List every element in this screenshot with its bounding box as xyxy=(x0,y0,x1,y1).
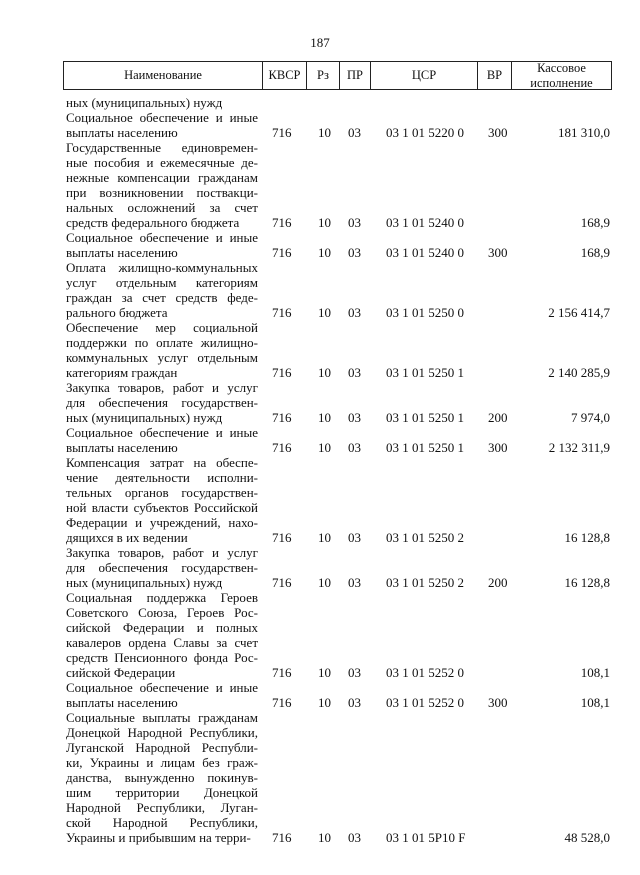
row-pr: 03 xyxy=(348,695,361,710)
column-header-sum-line1: Кассовое xyxy=(537,60,586,75)
table-row xyxy=(0,110,640,140)
row-kvsr: 716 xyxy=(272,665,292,680)
column-header-vr: ВР xyxy=(477,62,511,89)
row-name-line: граждан за счет средств феде- xyxy=(66,290,258,305)
row-kvsr: 716 xyxy=(272,410,292,425)
table-row xyxy=(0,425,640,455)
row-sum: 168,9 xyxy=(580,245,610,260)
table-body xyxy=(0,95,640,845)
row-pr: 03 xyxy=(348,665,361,680)
row-name-line: Социальное обеспечение и иные xyxy=(66,680,258,695)
row-pr: 03 xyxy=(348,530,361,545)
row-name-line: ки, Украины и лицам без граж- xyxy=(66,755,258,770)
row-rz: 10 xyxy=(318,440,331,455)
row-rz: 10 xyxy=(318,410,331,425)
row-pr: 03 xyxy=(348,215,361,230)
row-kvsr: 716 xyxy=(272,215,292,230)
row-name-line: Социальное обеспечение и иные xyxy=(66,110,258,125)
row-csr: 03 1 01 5250 1 xyxy=(386,440,464,455)
row-vr: 300 xyxy=(488,245,508,260)
row-rz: 10 xyxy=(318,305,331,320)
row-name xyxy=(66,590,258,680)
row-name-line: шим территории Донецкой xyxy=(66,785,258,800)
row-name xyxy=(66,110,258,140)
row-sum: 16 128,8 xyxy=(564,575,610,590)
row-rz: 10 xyxy=(318,125,331,140)
row-kvsr: 716 xyxy=(272,365,292,380)
row-sum: 2 140 285,9 xyxy=(548,365,610,380)
row-sum: 181 310,0 xyxy=(558,125,610,140)
row-name-line: средств федерального бюджета xyxy=(66,215,240,230)
row-csr: 03 1 01 5240 0 xyxy=(386,245,464,260)
row-csr: 03 1 01 5252 0 xyxy=(386,665,464,680)
table-row xyxy=(0,230,640,260)
row-name-line: Народной Республики, Луган- xyxy=(66,800,258,815)
row-csr: 03 1 01 5250 0 xyxy=(386,305,464,320)
row-name xyxy=(66,380,258,425)
column-header-pr: ПР xyxy=(339,62,370,89)
row-name-line: Государственные единовремен- xyxy=(66,140,258,155)
table-row xyxy=(0,380,640,425)
row-kvsr: 716 xyxy=(272,125,292,140)
row-name-line: Социальная поддержка Героев xyxy=(66,590,258,605)
row-name xyxy=(66,230,258,260)
row-rz: 10 xyxy=(318,665,331,680)
row-rz: 10 xyxy=(318,365,331,380)
row-csr: 03 1 01 5220 0 xyxy=(386,125,464,140)
row-rz: 10 xyxy=(318,695,331,710)
row-name-line: Советского Союза, Героев Рос- xyxy=(66,605,258,620)
row-pr: 03 xyxy=(348,245,361,260)
row-csr: 03 1 01 5250 1 xyxy=(386,410,464,425)
row-vr: 300 xyxy=(488,695,508,710)
row-rz: 10 xyxy=(318,215,331,230)
row-kvsr: 716 xyxy=(272,530,292,545)
row-rz: 10 xyxy=(318,245,331,260)
table-row xyxy=(0,140,640,230)
row-kvsr: 716 xyxy=(272,695,292,710)
column-header-name: Наименование xyxy=(124,68,202,82)
row-vr: 200 xyxy=(488,575,508,590)
row-pr: 03 xyxy=(348,365,361,380)
row-vr: 300 xyxy=(488,440,508,455)
row-rz: 10 xyxy=(318,575,331,590)
row-name-line: ных (муниципальных) нужд xyxy=(66,95,223,110)
column-header-csr: ЦСР xyxy=(370,62,477,89)
row-name-line: рального бюджета xyxy=(66,305,168,320)
row-name-line: Обеспечение мер социальной xyxy=(66,320,258,335)
row-csr: 03 1 01 5250 2 xyxy=(386,575,464,590)
row-name-line: Донецкой Народной Республики, xyxy=(66,725,258,740)
row-name-line: Луганской Народной Республи- xyxy=(66,740,258,755)
row-sum: 2 156 414,7 xyxy=(548,305,610,320)
row-pr: 03 xyxy=(348,410,361,425)
row-name xyxy=(66,320,258,380)
row-csr: 03 1 01 5250 1 xyxy=(386,365,464,380)
row-name-line: выплаты населению xyxy=(66,695,178,710)
row-kvsr: 716 xyxy=(272,575,292,590)
row-name-line: тельных органов государствен- xyxy=(66,485,258,500)
row-name-line: Социальное обеспечение и иные xyxy=(66,230,258,245)
row-name-line: данства, вынужденно покинув- xyxy=(66,770,258,785)
row-name-line: Компенсация затрат на обеспе- xyxy=(66,455,258,470)
row-name-line: сийской Федерации и полных xyxy=(66,620,258,635)
row-name-line: ные пособия и ежемесячные де- xyxy=(66,155,258,170)
row-csr: 03 1 01 5P10 F xyxy=(386,830,466,845)
row-name-line: кавалеров ордена Славы за счет xyxy=(66,635,258,650)
row-vr: 200 xyxy=(488,410,508,425)
page-number: 187 xyxy=(310,35,330,50)
row-name-line: для обеспечения государствен- xyxy=(66,395,258,410)
row-sum: 108,1 xyxy=(580,665,610,680)
column-header-rz: Рз xyxy=(306,62,339,89)
row-name-line: ных (муниципальных) нужд xyxy=(66,575,223,590)
row-name xyxy=(66,95,258,110)
row-name xyxy=(66,260,258,320)
row-name-line: выплаты населению xyxy=(66,245,178,260)
row-name-line: ной власти субъектов Российской xyxy=(66,500,258,515)
table-row xyxy=(0,710,640,845)
column-header-kvsr: КВСР xyxy=(262,62,306,89)
row-name-line: сийской Федерации xyxy=(66,665,176,680)
row-pr: 03 xyxy=(348,440,361,455)
row-name-line: при возникновении поствакци- xyxy=(66,185,258,200)
row-pr: 03 xyxy=(348,125,361,140)
row-pr: 03 xyxy=(348,830,361,845)
row-csr: 03 1 01 5252 0 xyxy=(386,695,464,710)
table-row xyxy=(0,455,640,545)
row-name-line: Федерации и учреждений, нахо- xyxy=(66,515,258,530)
row-rz: 10 xyxy=(318,530,331,545)
row-name-line: услуг отдельным категориям xyxy=(66,275,258,290)
row-sum: 2 132 311,9 xyxy=(548,440,610,455)
row-name-line: Закупка товаров, работ и услуг xyxy=(66,380,258,395)
table-row xyxy=(0,545,640,590)
row-name xyxy=(66,455,258,545)
row-name-line: Социальное обеспечение и иные xyxy=(66,425,258,440)
table-header xyxy=(63,61,612,90)
row-name xyxy=(66,710,258,845)
row-name xyxy=(66,680,258,710)
row-name-line: поддержки по оплате жилищно- xyxy=(66,335,258,350)
row-name-line: нежные компенсации гражданам xyxy=(66,170,258,185)
row-rz: 10 xyxy=(318,830,331,845)
row-name xyxy=(66,425,258,455)
row-name-line: Украины и прибывшим на терри- xyxy=(66,830,251,845)
row-kvsr: 716 xyxy=(272,305,292,320)
row-name-line: дящихся в их ведении xyxy=(66,530,188,545)
row-pr: 03 xyxy=(348,575,361,590)
row-sum: 108,1 xyxy=(580,695,610,710)
row-name-line: ных (муниципальных) нужд xyxy=(66,410,223,425)
row-name-line: чение деятельности исполни- xyxy=(66,470,258,485)
column-header-sum-line2: исполнение xyxy=(530,75,593,90)
table-row xyxy=(0,320,640,380)
row-csr: 03 1 01 5240 0 xyxy=(386,215,464,230)
row-sum: 48 528,0 xyxy=(564,830,610,845)
row-name-line: категориям граждан xyxy=(66,365,178,380)
row-pr: 03 xyxy=(348,305,361,320)
table-row xyxy=(0,260,640,320)
row-name-line: нальных осложнений за счет xyxy=(66,200,258,215)
row-vr: 300 xyxy=(488,125,508,140)
table-row xyxy=(0,590,640,680)
row-sum: 7 974,0 xyxy=(571,410,610,425)
row-name-line: для обеспечения государствен- xyxy=(66,560,258,575)
row-kvsr: 716 xyxy=(272,830,292,845)
row-sum: 168,9 xyxy=(580,215,610,230)
row-name-line: Социальные выплаты гражданам xyxy=(66,710,258,725)
row-name xyxy=(66,545,258,590)
row-name-line: выплаты населению xyxy=(66,125,178,140)
table-row xyxy=(0,95,640,110)
row-kvsr: 716 xyxy=(272,245,292,260)
column-header-sum xyxy=(511,62,611,89)
row-kvsr: 716 xyxy=(272,440,292,455)
table-row xyxy=(0,680,640,710)
row-name-line: коммунальных услуг отдельным xyxy=(66,350,258,365)
row-sum: 16 128,8 xyxy=(564,530,610,545)
row-name-line: Закупка товаров, работ и услуг xyxy=(66,545,258,560)
row-csr: 03 1 01 5250 2 xyxy=(386,530,464,545)
row-name xyxy=(66,140,258,230)
row-name-line: средств Пенсионного фонда Рос- xyxy=(66,650,258,665)
row-name-line: выплаты населению xyxy=(66,440,178,455)
row-name-line: ской Народной Республики, xyxy=(66,815,258,830)
row-name-line: Оплата жилищно-коммунальных xyxy=(66,260,258,275)
